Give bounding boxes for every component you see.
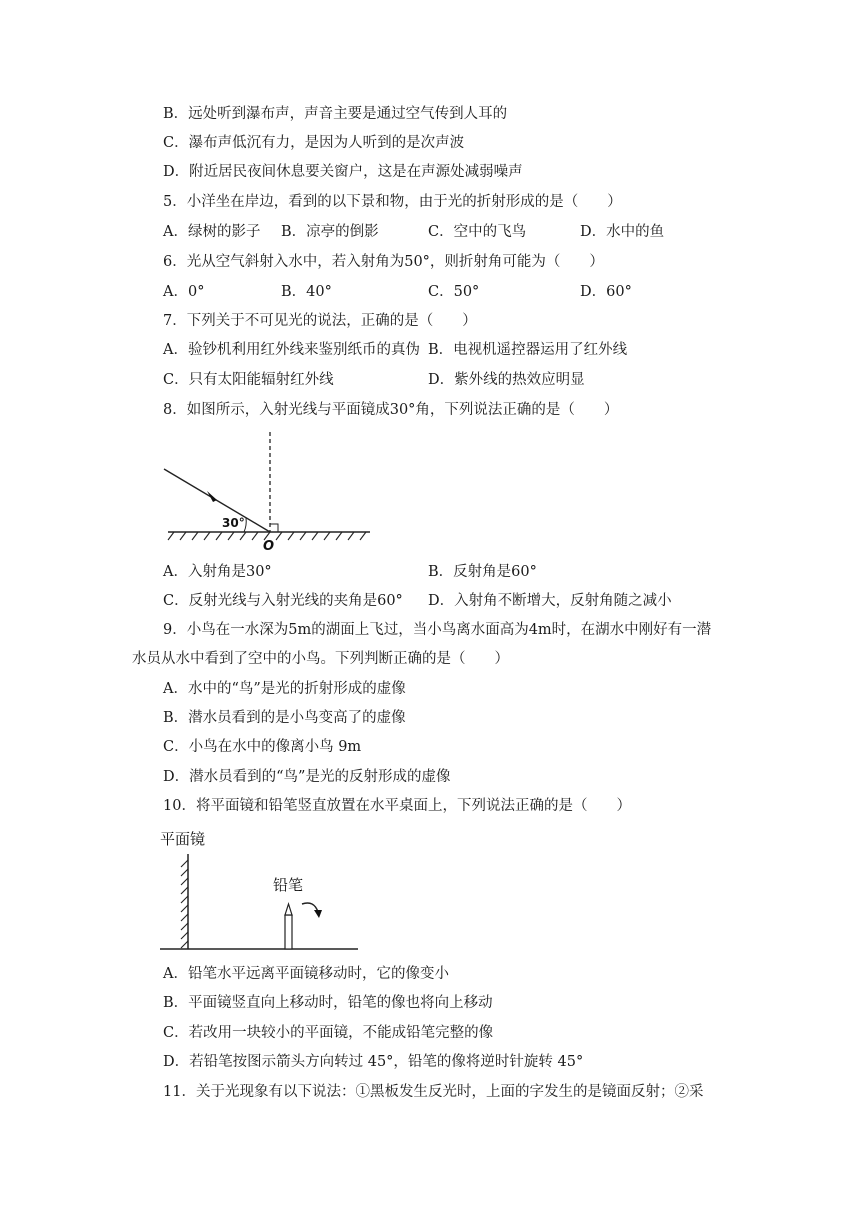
q4-option-d: D．附近居民夜间休息要关窗户，这是在声源处减弱噪声 — [163, 164, 523, 180]
q7-option-c: C．只有太阳能辐射红外线 — [163, 372, 334, 388]
q5-option-a: A．绿树的影子 — [163, 224, 261, 240]
q9-option-c: C．小鸟在水中的像离小鸟 9m — [163, 739, 362, 755]
angle-label: 30° — [222, 516, 245, 530]
q10-stem: 10．将平面镜和铅笔竖直放置在水平桌面上，下列说法正确的是（ ） — [163, 798, 631, 814]
q5-option-d: D．水中的鱼 — [580, 224, 665, 240]
q10-option-d: D．若铅笔按图示箭头方向转过 45°，铅笔的像将逆时针旋转 45° — [163, 1054, 584, 1070]
q9-option-b: B．潜水员看到的是小鸟变高了的虚像 — [163, 710, 406, 726]
reflection-diagram — [160, 428, 380, 552]
mirror-back-hatching — [181, 860, 188, 948]
q8-option-c: C．反射光线与入射光线的夹角是60° — [163, 593, 403, 609]
point-o-label: O — [263, 539, 275, 552]
q5-option-c: C．空中的飞鸟 — [428, 224, 527, 240]
q7-stem: 7．下列关于不可见光的说法，正确的是（ ） — [163, 313, 477, 329]
q7-option-a: A．验钞机利用红外线来鉴别纸币的真伪 — [163, 342, 420, 358]
incident-ray — [164, 469, 270, 532]
q6-option-d: D．60° — [580, 284, 632, 300]
q4-option-b: B．远处听到瀑布声，声音主要是通过空气传到人耳的 — [163, 106, 508, 122]
q7-option-b: B．电视机遥控器运用了红外线 — [428, 342, 628, 358]
rotation-arrow-head-icon — [314, 910, 322, 918]
q6-option-b: B．40° — [281, 284, 332, 300]
q9-stem-line2: 水员从水中看到了空中的小鸟。下列判断正确的是（ ） — [132, 651, 509, 667]
q5-option-b: B．凉亭的倒影 — [281, 224, 379, 240]
q11-stem: 11．关于光现象有以下说法：①黑板发生反光时，上面的字发生的是镜面反射；②采 — [163, 1084, 704, 1100]
q10-option-a: A．铅笔水平远离平面镜移动时，它的像变小 — [163, 966, 449, 982]
q6-option-a: A．0° — [163, 284, 205, 300]
pencil-label: 铅笔 — [273, 876, 304, 894]
q9-stem-line1: 9．小鸟在一水深为5m的湖面上飞过，当小鸟离水面高为4m时，在湖水中刚好有一潜 — [163, 622, 712, 638]
q9-option-a: A．水中的“鸟”是光的折射形成的虚像 — [163, 681, 406, 697]
pencil — [285, 915, 292, 949]
q6-stem: 6．光从空气斜射入水中，若入射角为50°，则折射角可能为（ ） — [163, 254, 604, 270]
q6-option-c: C．50° — [428, 284, 480, 300]
q8-option-d: D．入射角不断增大，反射角随之减小 — [428, 593, 672, 609]
q8-option-a: A．入射角是30° — [163, 564, 272, 580]
q10-option-c: C．若改用一块较小的平面镜，不能成铅笔完整的像 — [163, 1025, 494, 1041]
mirror-label: 平面镜 — [160, 830, 206, 848]
q8-stem: 8．如图所示，入射光线与平面镜成30°角，下列说法正确的是（ ） — [163, 402, 619, 418]
arrow-head-icon — [207, 491, 217, 502]
q4-option-c: C．瀑布声低沉有力，是因为人听到的是次声波 — [163, 135, 465, 151]
right-angle-mark — [270, 524, 278, 532]
q10-option-b: B．平面镜竖直向上移动时，铅笔的像也将向上移动 — [163, 995, 493, 1011]
q5-stem: 5．小洋坐在岸边，看到的以下景和物，由于光的折射形成的是（ ） — [163, 194, 622, 210]
pencil-tip — [285, 904, 292, 915]
mirror-pencil-diagram — [158, 826, 363, 954]
q7-option-d: D．紫外线的热效应明显 — [428, 372, 585, 388]
q8-option-b: B．反射角是60° — [428, 564, 537, 580]
q9-option-d: D．潜水员看到的“鸟”是光的反射形成的虚像 — [163, 769, 451, 785]
